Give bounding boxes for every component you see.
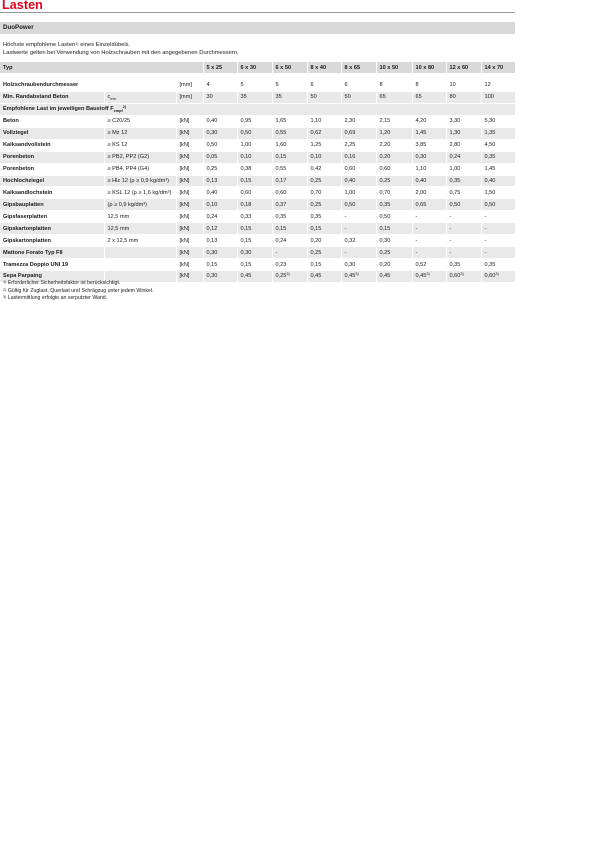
value-cell: 0,60 [341, 163, 376, 175]
value-cell: 0,70 [376, 187, 412, 199]
value-cell: 0,25 [307, 175, 341, 187]
row-unit: [kN] [176, 247, 203, 259]
value-cell: - [446, 247, 481, 259]
footnote [3, 295, 153, 303]
row-unit: [kN] [176, 175, 203, 187]
intro-line-2: Lastwerte gelten bei Verwendung von Holzschrauben mit den angegebenen Durchmessern. [3, 50, 239, 57]
value-cell: 0,10 [203, 199, 237, 211]
footnote-mark: 1) [3, 280, 7, 284]
row-unit: [kN] [176, 223, 203, 235]
value-cell: 0,50 [237, 127, 272, 139]
value-cell: 1,10 [307, 115, 341, 127]
value-cell: 0,25 [307, 247, 341, 259]
value-cell: 0,15 [237, 235, 272, 247]
row-spec: ≥ PB4, PP4 (G4) [104, 163, 176, 175]
footnote-mark: 3) [3, 295, 7, 300]
value-cell: 0,37 [272, 199, 307, 211]
value-cell: - [446, 223, 481, 235]
row-unit: [mm] [176, 91, 203, 103]
value-cell: 4,20 [412, 115, 446, 127]
value-cell: 0,65 [412, 199, 446, 211]
value-cell: 0,45$^{3)}$ [412, 271, 446, 283]
section-subscript: empf [113, 109, 123, 114]
row-name: Vollziegel [0, 127, 104, 139]
value-cell: 0,35 [272, 211, 307, 223]
value-cell: 5 [272, 80, 307, 92]
value-cell: 0,52 [412, 259, 446, 271]
value-cell: - [481, 235, 515, 247]
value-cell: 0,35 [307, 211, 341, 223]
row-name: Gipskartonplatten [0, 223, 104, 235]
value-cell: 5,30 [481, 115, 515, 127]
value-cell: 35 [272, 91, 307, 103]
info-row [0, 91, 515, 103]
value-cell: 0,24 [446, 151, 481, 163]
value-cell: 1,20 [376, 127, 412, 139]
row-name: Beton [0, 115, 104, 127]
value-cell: 0,15 [237, 223, 272, 235]
value-cell: 3,30 [446, 115, 481, 127]
row-name: Porenbeton [0, 151, 104, 163]
value-cell: 0,60 [237, 187, 272, 199]
row-spec: 12,5 mm [104, 211, 176, 223]
value-cell: 2,00 [412, 187, 446, 199]
spec-subscript: min [110, 97, 117, 102]
row-name: Kalksandvollstein [0, 139, 104, 151]
row-name: Gipsbauplatten [0, 199, 104, 211]
value-cell: 80 [446, 91, 481, 103]
value-cell: 1,25 [307, 139, 341, 151]
value-cell: 0,24 [203, 211, 237, 223]
value-cell: 0,15 [237, 259, 272, 271]
value-cell: - [272, 247, 307, 259]
value-cell: 0,35 [376, 199, 412, 211]
table-row [0, 235, 515, 247]
value-cell: 0,70 [307, 187, 341, 199]
value-cell: 0,50 [203, 139, 237, 151]
table-row [0, 211, 515, 223]
value-cell: 65 [376, 91, 412, 103]
value-cell: 1,00 [341, 187, 376, 199]
value-cell: 0,10 [237, 151, 272, 163]
value-cell: 0,45 [376, 271, 412, 283]
value-cell: 0,55 [272, 127, 307, 139]
value-cell: 0,33 [237, 211, 272, 223]
header-cell: 10 x 80 [412, 62, 446, 74]
value-cell: 0,62 [307, 127, 341, 139]
value-cell: 1,60 [272, 139, 307, 151]
load-table [0, 62, 515, 283]
row-unit: [mm] [176, 80, 203, 92]
value-cell: 0,23 [272, 259, 307, 271]
table-row [0, 139, 515, 151]
value-cell: 0,25 [376, 175, 412, 187]
value-cell: - [412, 235, 446, 247]
value-cell: 0,30 [203, 247, 237, 259]
value-cell: 0,20 [376, 151, 412, 163]
value-cell: - [412, 223, 446, 235]
table-row [0, 199, 515, 211]
value-cell: 0,45 [307, 271, 341, 283]
row-spec: 2 x 12,5 mm [104, 235, 176, 247]
value-cell: - [481, 223, 515, 235]
header-cell: 10 x 50 [376, 62, 412, 74]
row-spec: ≥ PB2, PP2 (G2) [104, 151, 176, 163]
value-cell: 30 [203, 91, 237, 103]
footnote-text: Gültig für Zuglast, Querlast und Schrägzug unter jedem Winkel. [6, 287, 154, 294]
page-title: Lasten [2, 0, 43, 12]
row-spec: ≥ Hlz 12 (ρ ≥ 0,9 kg/dm³) [104, 175, 176, 187]
row-unit: [kN] [176, 259, 203, 271]
section-label: Empfohlene Last im jeweiligen Baustoff $F_{empf}^{2)}$ [0, 103, 515, 115]
row-unit: [kN] [176, 211, 203, 223]
value-cell: 0,40 [203, 115, 237, 127]
header-cell: 8 x 40 [307, 62, 341, 74]
value-cell: 0,30 [203, 271, 237, 283]
value-cell: 0,35 [481, 151, 515, 163]
value-cell: 1,45 [481, 163, 515, 175]
value-cell: 0,16 [341, 151, 376, 163]
footnote-ref: 3) [355, 272, 359, 277]
value-cell: 0,15 [272, 151, 307, 163]
value-cell: 0,15 [203, 259, 237, 271]
value-cell: 0,20 [376, 259, 412, 271]
value-cell: 8 [412, 80, 446, 92]
value-cell: 0,50 [481, 199, 515, 211]
value-cell: 0,40 [412, 175, 446, 187]
table-row [0, 187, 515, 199]
value-cell: 12 [481, 80, 515, 92]
row-name: Gipsfaserplatten [0, 211, 104, 223]
value-cell: - [446, 211, 481, 223]
row-unit: [kN] [176, 127, 203, 139]
value-cell: 10 [446, 80, 481, 92]
value-cell: 0,15 [376, 223, 412, 235]
value-cell: 0,35 [446, 259, 481, 271]
value-cell: 0,50 [446, 199, 481, 211]
value-cell: 0,35 [481, 259, 515, 271]
footnote-text: Erforderlicher Sicherheitsfaktor ist berücksichtigt. [6, 280, 121, 286]
value-cell: 4 [203, 80, 237, 92]
row-name: Kalksandlochstein [0, 187, 104, 199]
value-cell: 2,15 [376, 115, 412, 127]
value-cell: 0,35 [446, 175, 481, 187]
table-row [0, 247, 515, 259]
value-cell: - [341, 223, 376, 235]
value-cell: 0,30 [341, 259, 376, 271]
table-row [0, 163, 515, 175]
value-cell: 0,13 [203, 235, 237, 247]
value-cell: 0,30 [412, 151, 446, 163]
value-cell: 2,80 [446, 139, 481, 151]
row-unit: [kN] [176, 199, 203, 211]
load-table-body [0, 62, 515, 282]
value-cell: 0,40 [203, 187, 237, 199]
row-name: Mattone Forato Typ F8 [0, 247, 104, 259]
value-cell: 1,65 [272, 115, 307, 127]
value-cell: 50 [341, 91, 376, 103]
row-unit: [kN] [176, 271, 203, 283]
intro-line-1 [3, 41, 239, 49]
row-unit: [kN] [176, 235, 203, 247]
value-cell: 0,10 [307, 151, 341, 163]
value-cell: 1,35 [481, 127, 515, 139]
row-spec: ≥ C20/25 [104, 115, 176, 127]
row-unit: [kN] [176, 151, 203, 163]
footnote [3, 288, 153, 296]
value-cell: 0,60$^{3)}$ [446, 271, 481, 283]
table-row [0, 151, 515, 163]
value-cell: 0,12 [203, 223, 237, 235]
value-cell: - [481, 247, 515, 259]
value-cell: 1,50 [481, 187, 515, 199]
footnote-ref: 3) [495, 272, 499, 277]
value-cell: 0,60$^{3)}$ [481, 271, 515, 283]
footnote-ref: 3) [460, 272, 464, 277]
header-cell: 5 x 25 [203, 62, 237, 74]
footnote-ref: 1) [75, 42, 79, 46]
footnote [3, 280, 153, 288]
value-cell: 0,45$^{3)}$ [341, 271, 376, 283]
row-spec: 12,5 mm [104, 223, 176, 235]
value-cell: 2,20 [376, 139, 412, 151]
value-cell: 0,42 [307, 163, 341, 175]
value-cell: 6 [341, 80, 376, 92]
row-unit: [kN] [176, 187, 203, 199]
value-cell: 50 [307, 91, 341, 103]
footnote-mark: 2) [3, 287, 7, 292]
value-cell: 0,32 [341, 235, 376, 247]
value-cell: 1,30 [446, 127, 481, 139]
value-cell: 0,69 [341, 127, 376, 139]
footnote-ref: 2) [122, 105, 127, 110]
row-spec: ≥ KS 12 [104, 139, 176, 151]
table-row [0, 127, 515, 139]
row-name: Porenbeton [0, 163, 104, 175]
row-spec [104, 247, 176, 259]
value-cell: 0,18 [237, 199, 272, 211]
info-row [0, 80, 515, 92]
row-name: Hochlochziegel [0, 175, 104, 187]
intro-line-1-text: Höchste empfohlene Lasten [3, 42, 76, 48]
row-unit: [kN] [176, 163, 203, 175]
value-cell: 0,30 [237, 247, 272, 259]
product-name-bar: DuoPower [0, 22, 515, 34]
value-cell: 0,38 [237, 163, 272, 175]
value-cell: 0,05 [203, 151, 237, 163]
value-cell: 100 [481, 91, 515, 103]
value-cell: 2,25 [341, 139, 376, 151]
row-spec: (ρ ≥ 0,9 kg/dm³) [104, 199, 176, 211]
row-unit: [kN] [176, 115, 203, 127]
table-row [0, 115, 515, 127]
table-row [0, 175, 515, 187]
value-cell: 0,13 [203, 175, 237, 187]
header-label: Typ [0, 62, 203, 74]
value-cell: 2,30 [341, 115, 376, 127]
value-cell: 0,60 [376, 163, 412, 175]
value-cell: 35 [237, 91, 272, 103]
value-cell: 0,25 [376, 247, 412, 259]
header-cell: 6 x 50 [272, 62, 307, 74]
value-cell: 0,75 [446, 187, 481, 199]
value-cell: 8 [376, 80, 412, 92]
header-cell: 6 x 30 [237, 62, 272, 74]
value-cell: 0,30 [203, 127, 237, 139]
footnote-ref: 3) [286, 272, 290, 277]
value-cell: 0,40 [341, 175, 376, 187]
value-cell: 0,15 [237, 175, 272, 187]
value-cell: 1,10 [412, 163, 446, 175]
row-name: Gipskartonplatten [0, 235, 104, 247]
value-cell: 0,20 [307, 235, 341, 247]
value-cell: - [412, 211, 446, 223]
value-cell: 0,17 [272, 175, 307, 187]
value-cell: 1,45 [412, 127, 446, 139]
row-spec: ≥ KSL 12 (ρ ≥ 1,6 kg/dm³) [104, 187, 176, 199]
row-name: Tramezza Doppio UNI 19 [0, 259, 104, 271]
row-spec [104, 80, 176, 92]
row-spec [104, 259, 176, 271]
value-cell: 1,00 [446, 163, 481, 175]
value-cell: 0,25 [307, 199, 341, 211]
value-cell: 0,50 [376, 211, 412, 223]
value-cell: 0,15 [307, 259, 341, 271]
value-cell: - [341, 211, 376, 223]
value-cell: 6 [307, 80, 341, 92]
title-divider [0, 12, 515, 13]
value-cell: 0,40 [481, 175, 515, 187]
value-cell: 0,15 [272, 223, 307, 235]
header-cell: 14 x 70 [481, 62, 515, 74]
value-cell: - [446, 235, 481, 247]
value-cell: 0,25 [203, 163, 237, 175]
value-cell: 3,85 [412, 139, 446, 151]
value-cell: 0,15 [307, 223, 341, 235]
footnotes [3, 280, 153, 303]
value-cell: - [412, 247, 446, 259]
value-cell: 1,00 [237, 139, 272, 151]
value-cell: 5 [237, 80, 272, 92]
intro-text [3, 41, 239, 58]
value-cell: - [341, 247, 376, 259]
row-name: Sepa Parpaing [0, 271, 104, 283]
value-cell: 0,45 [237, 271, 272, 283]
header-cell: 8 x 65 [341, 62, 376, 74]
row-name: Holzschraubendurchmesser [0, 80, 104, 92]
row-name: Min. Randabstand Beton [0, 91, 104, 103]
value-cell: 0,60 [272, 187, 307, 199]
table-row [0, 223, 515, 235]
value-cell: - [481, 211, 515, 223]
value-cell: 0,55 [272, 163, 307, 175]
value-cell: 0,95 [237, 115, 272, 127]
row-spec: $c_{min}$ [104, 91, 176, 103]
value-cell: 65 [412, 91, 446, 103]
footnote-text: Lastermittlung erfolgte an verputzter Wand. [6, 295, 108, 302]
table-header-row [0, 62, 515, 74]
value-cell: 4,50 [481, 139, 515, 151]
value-cell: 0,50 [341, 199, 376, 211]
value-cell: 0,30 [376, 235, 412, 247]
footnote-ref: 3) [426, 272, 430, 277]
value-cell: 0,25$^{3)}$ [272, 271, 307, 283]
value-cell: 0,24 [272, 235, 307, 247]
header-cell: 12 x 60 [446, 62, 481, 74]
table-row [0, 259, 515, 271]
row-unit: [kN] [176, 139, 203, 151]
intro-line-1-text-end: eines Einzeldübels. [78, 42, 131, 48]
section-row [0, 103, 515, 115]
row-spec: ≥ Mz 12 [104, 127, 176, 139]
